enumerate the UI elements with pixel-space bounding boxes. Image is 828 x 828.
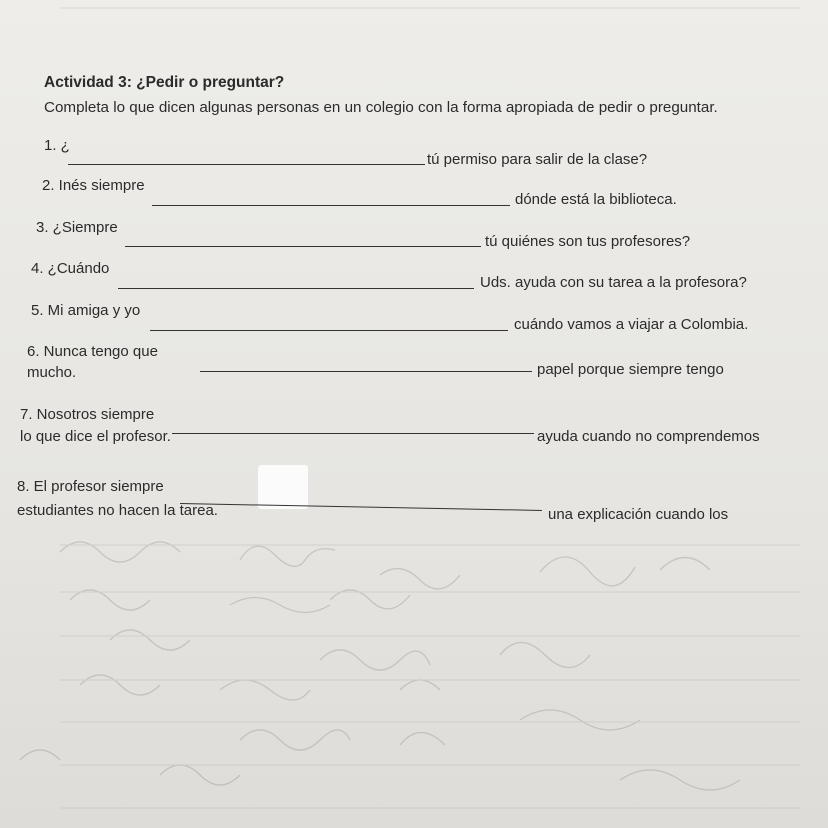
item-5-answer-blank[interactable] xyxy=(150,330,508,331)
item-3-answer-blank[interactable] xyxy=(125,246,481,247)
item-5-prompt: 5. Mi amiga y yo xyxy=(31,302,141,319)
item-6-answer-blank[interactable] xyxy=(200,371,532,372)
item-2-text: dónde está la biblioteca. xyxy=(515,191,677,208)
item-1-text: tú permiso para salir de la clase? xyxy=(427,151,648,168)
item-8-continuation: estudiantes no hacen la tarea. xyxy=(17,502,218,519)
item-1-answer-blank[interactable] xyxy=(68,164,425,165)
item-6-text: papel porque siempre tengo xyxy=(537,361,724,378)
item-6-prompt: 6. Nunca tengo que xyxy=(27,343,158,360)
item-7-text: ayuda cuando no comprendemos xyxy=(537,428,760,445)
paper-glare xyxy=(258,465,308,509)
item-3-text: tú quiénes son tus profesores? xyxy=(485,233,691,250)
item-7-continuation: lo que dice el profesor. xyxy=(20,428,171,445)
item-4-text: Uds. ayuda con su tarea a la profesora? xyxy=(480,274,747,291)
item-2-answer-blank[interactable] xyxy=(152,205,510,206)
item-2-prompt: 2. Inés siempre xyxy=(42,177,145,194)
item-7-answer-blank[interactable] xyxy=(172,433,534,434)
item-5-text: cuándo vamos a viajar a Colombia. xyxy=(514,316,749,333)
item-3-prompt: 3. ¿Siempre xyxy=(36,219,118,236)
item-4-answer-blank[interactable] xyxy=(118,288,474,289)
item-1-prompt: 1. ¿ xyxy=(44,137,70,154)
activity-title: Actividad 3: ¿Pedir o preguntar? xyxy=(44,74,285,91)
item-8-text: una explicación cuando los xyxy=(548,506,729,523)
activity-instructions: Completa lo que dicen algunas personas en un colegio con la forma apropiada de pedir o preguntar. xyxy=(44,99,718,116)
item-8-prompt: 8. El profesor siempre xyxy=(17,478,164,495)
item-7-prompt: 7. Nosotros siempre xyxy=(20,406,155,423)
item-6-continuation: mucho. xyxy=(27,364,77,381)
item-4-prompt: 4. ¿Cuándo xyxy=(31,260,110,277)
